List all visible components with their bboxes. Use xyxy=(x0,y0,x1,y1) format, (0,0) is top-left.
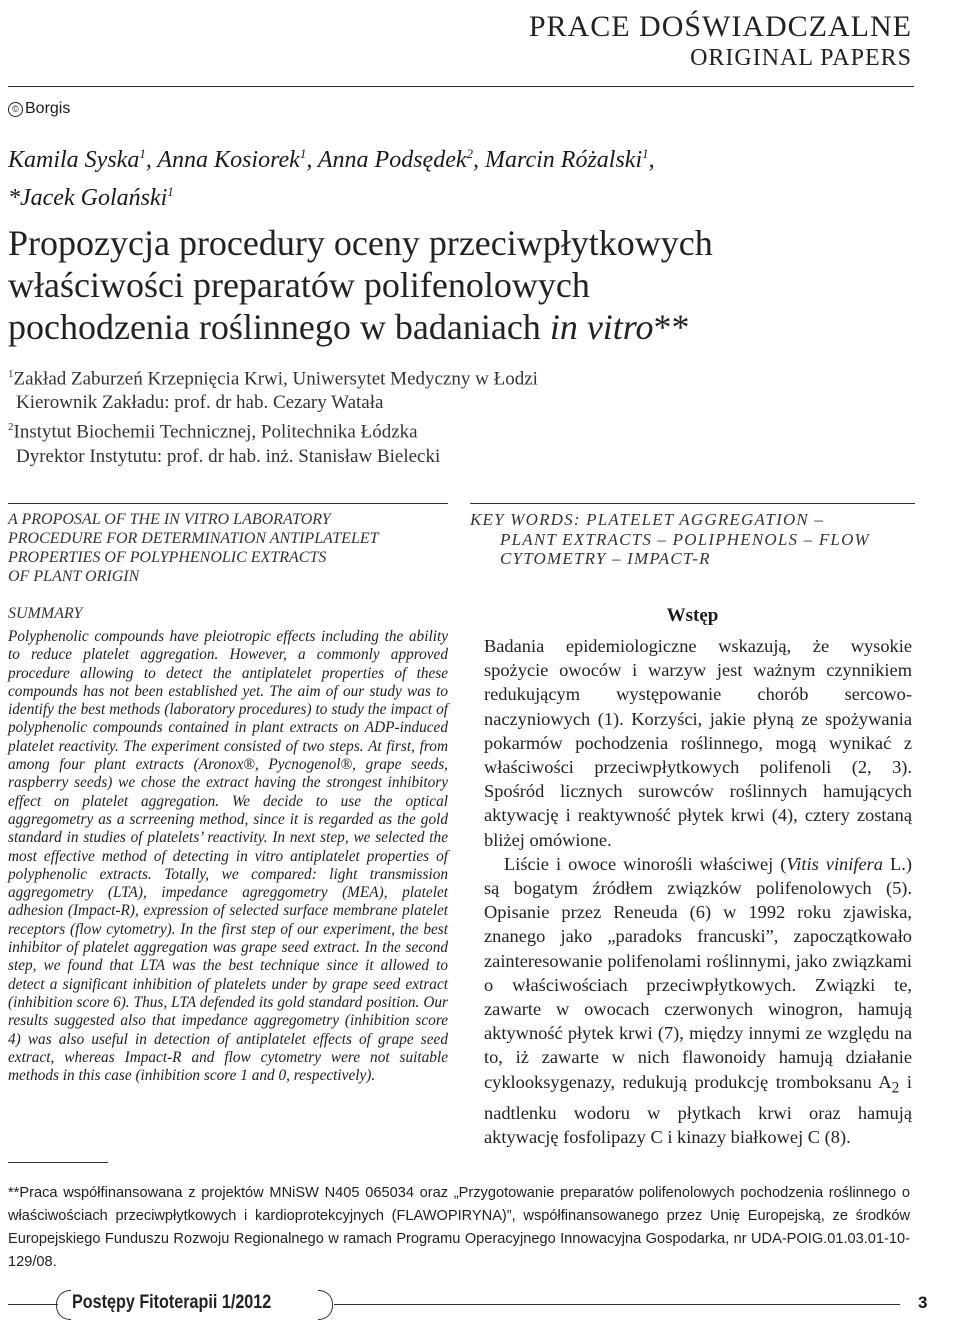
author-name: , Anna Podsędek xyxy=(306,147,467,173)
author-name: Kamila Syska xyxy=(8,147,140,173)
english-title-line: PROCEDURE FOR DETERMINATION ANTIPLATELET xyxy=(8,530,379,547)
publisher-name: Borgis xyxy=(25,100,71,117)
section-header xyxy=(529,10,912,72)
page-number: 3 xyxy=(918,1293,928,1312)
copyright-icon: © xyxy=(8,102,23,117)
article-title xyxy=(8,222,908,348)
header-divider xyxy=(8,86,914,87)
species-name: Vitis vinifera xyxy=(786,853,883,874)
affiliation-number: 2 xyxy=(8,421,14,434)
section-title-polish: PRACE DOŚWIADCZALNE xyxy=(528,10,912,43)
footer-line-right xyxy=(334,1304,900,1305)
english-title-line: A PROPOSAL OF THE IN VITRO LABORATORY xyxy=(8,511,331,528)
column-divider-right xyxy=(470,503,915,504)
keywords xyxy=(470,510,915,569)
section-title-english: ORIGINAL PAPERS xyxy=(690,45,912,71)
author-name: , Marcin Różalski xyxy=(473,147,643,173)
page-footer xyxy=(0,1290,960,1320)
paragraph-text: L.) są bogatym źródłem związków polifenolowych (5). Opisanie przez Reneuda (6) w 1992 roku zjawiska, znanego jako „paradoks francuski”, zapoczątkowało zainteresowanie polifenolami roślinnymi, jako związkami o właściwościach przeciwpłytkowych. Związki te, zawarte w owocach czerwonych winogron, hamują aktywność płytek krwi (7), między innymi ze względu na to, iż zawarte w nich flawonoidy hamują działanie cyklooksygenazy, redukują produkcję tromboksanu A xyxy=(484,853,912,1092)
journal-name: Postępy Fitoterapii 1/2012 xyxy=(72,1292,272,1313)
keywords-line: CYTOMETRY – IMPACT-R xyxy=(500,549,711,568)
affiliation-number: 1 xyxy=(8,368,14,380)
affiliation-line xyxy=(8,362,908,391)
intro-paragraph xyxy=(484,852,912,1149)
affiliation-line xyxy=(8,391,908,415)
column-divider-left xyxy=(8,503,448,504)
summary-text: Polyphenolic compounds have pleiotropic effects including the ability to reduce platelet aggregation. However, a commonly approved procedure allowing to detect the antiplatelet properties of these compounds has not been established yet. The aim of our study was to identify the best methods (laboratory procedures) to study the impact of polyphenolic compounds contained in plant extracts on ADP-induced platelet reactivity. The experiment consisted of two steps. At first, from among four plant extracts (Aronox®, Pycnogenol®, grape seeds, raspberry seeds) we chose the extract having the strongest inhibitory effect on platelet aggregation. We decide to use the optical aggregometry as a scrreening method, since it is regarded as the gold standard in studies of platelets’ reactivity. In next step, we selected the most effective method of detecting in vitro antiplatelet properties of polyphenolic extracts. Totally, we compared: light transmission aggregometry (LTA), impedance agreggometry (MEA), platelet adhesion (Impact-R), expression of selected surface membrane platelet receptors (flow cytometry). In the first step of our experiment, the best inhibitor of platelet aggregation was grape seed extract. In the second step, we found that LTA was the best technique since it allowed to detect a significant inhibition of platelets under by grape seed extract (inhibition score 6). Thus, LTA defended its gold standard position. Our results suggested also that impedance aggregometry (inhibition score 4) was also useful in detection of antiplatelet effects of grape seed extract, whereas Impact-R and flow cytometry were not suitable methods in this case (inhibition score 1 and 0, respectively). xyxy=(8,628,448,1085)
author-affiliation-mark: 1 xyxy=(139,146,146,161)
affiliations xyxy=(8,362,908,469)
footer-bracket-right xyxy=(318,1290,333,1320)
english-title xyxy=(8,510,448,586)
title-footnote-mark: ** xyxy=(653,307,690,347)
author-name: *Jacek Golański xyxy=(8,185,168,211)
keywords-line: KEY WORDS: PLATELET AGGREGATION – xyxy=(470,510,825,529)
intro-paragraph: Badania epidemiologiczne wskazują, że wysokie spożycie owoców i warzyw jest ważnym czynnikiem redukującym występowanie chorób sercowo-naczyniowych (1). Korzyści, jakie płyną ze spożywania pokarmów pochodzenia roślinnego, mogą wynikać z właściwości przeciwpłytkowych polifenoli (2, 3). Spośród licznych surowców roślinnych hamujących aktywację i reaktywność płytek krwi (4), cztery zostaną bliżej omówione. xyxy=(484,636,912,850)
english-title-line: OF PLANT ORIGIN xyxy=(8,568,140,585)
paragraph-text: i nadtlenku wodoru w płytkach krwi oraz hamują aktywację fosfolipazy C i kinazy białkowej C (8). xyxy=(484,1071,912,1147)
title-line: właściwości preparatów polifenolowych xyxy=(8,265,590,305)
author-name: , Anna Kosiorek xyxy=(145,147,300,173)
title-italic-text: in vitro xyxy=(549,307,654,347)
affiliation-text: Kierownik Zakładu: prof. dr hab. Cezary Watała xyxy=(16,392,384,414)
publisher-mark xyxy=(8,100,70,118)
author-separator: , xyxy=(648,147,655,173)
summary-heading: SUMMARY xyxy=(8,605,83,622)
subscript: 2 xyxy=(891,1079,900,1097)
title-text: pochodzenia roślinnego w badaniach xyxy=(8,307,550,347)
affiliation-text: Instytut Biochemii Technicznej, Politechnika Łódzka xyxy=(13,421,418,443)
affiliation-line xyxy=(8,415,908,444)
paragraph-text: Liście i owoce winorośli właściwej ( xyxy=(504,853,787,874)
intro-heading: Wstęp xyxy=(666,605,719,626)
title-line: Propozycja procedury oceny przeciwpłytkowych xyxy=(8,223,713,263)
footer-line-left xyxy=(8,1304,58,1305)
affiliation-text: Dyrektor Instytutu: prof. dr hab. inż. Stanisław Bielecki xyxy=(16,445,441,467)
title-line xyxy=(8,306,908,348)
affiliation-text: Zakład Zaburzeń Krzepnięcia Krwi, Uniwersytet Medyczny w Łodzi xyxy=(13,368,538,390)
author-list xyxy=(8,138,908,214)
author-affiliation-mark: 1 xyxy=(642,146,649,161)
english-title-line: PROPERTIES OF POLYPHENOLIC EXTRACTS xyxy=(8,549,327,566)
author-affiliation-mark: 1 xyxy=(299,146,307,161)
funding-footnote: **Praca współfinansowana z projektów MNiSW N405 065034 oraz „Przygotowanie preparatów polifenolowych pochodzenia roślinnego o właściwościach przeciwpłytkowych i kardioprotekcyjnych (FLAWOPIRYNA)”, współfinansowanego przez Unię Europejską, ze środków Europejskiego Funduszu Rozwoju Regionalnego w ramach Programu Operacyjnego Innowacyjna Gospodarka, nr UDA-POIG.01.03.01-10-129/08. xyxy=(8,1185,910,1270)
affiliation-line xyxy=(8,445,908,469)
intro-body xyxy=(484,634,912,1149)
keywords-line: PLANT EXTRACTS – POLIPHENOLS – FLOW xyxy=(500,529,870,549)
author-affiliation-mark: 2 xyxy=(466,146,474,161)
author-affiliation-mark: 1 xyxy=(167,184,174,199)
footer-bracket-left xyxy=(56,1290,71,1320)
footnote-divider xyxy=(8,1162,108,1163)
